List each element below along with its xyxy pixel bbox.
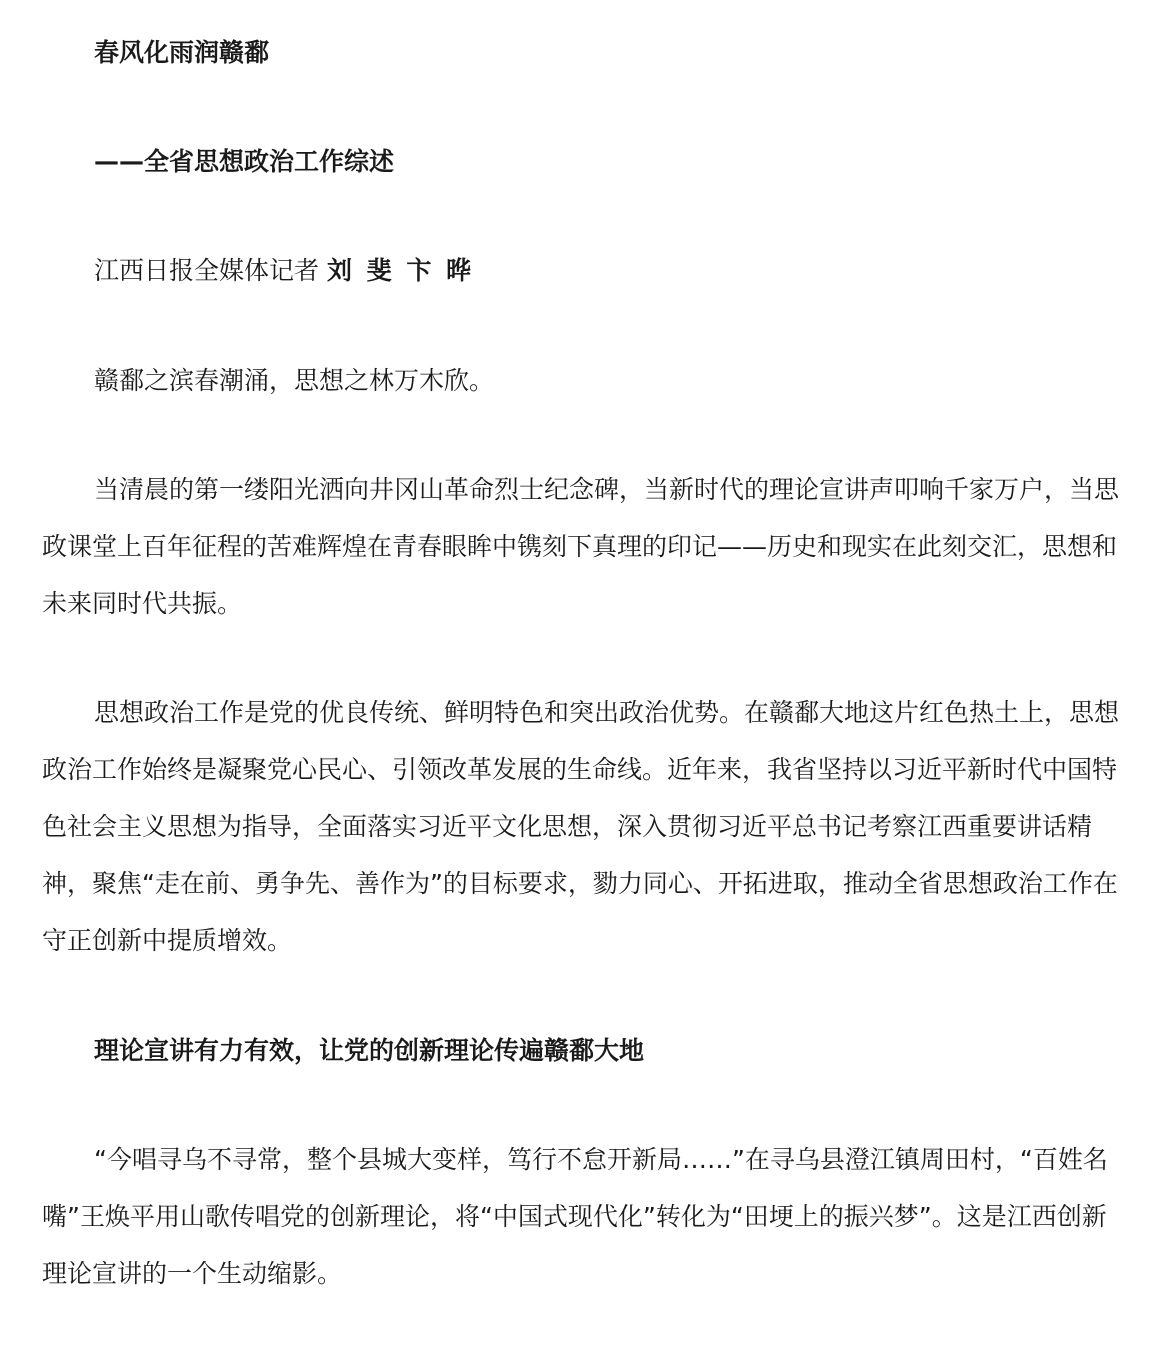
article-subtitle: ——全省思想政治工作综述 xyxy=(94,147,395,176)
byline xyxy=(42,242,1130,299)
body-paragraph-2: 思想政治工作是党的优良传统、鲜明特色和突出政治优势。在赣鄱大地这片红色热土上，思想政治工作始终是凝聚党心民心、引领改革发展的生命线。近年来，我省坚持以习近平新时代中国特色社会主义思想为指导，全面落实习近平文化思想，深入贯彻习近平总书记考察江西重要讲话精神，聚焦“走在前、勇争先、善作为”的目标要求，勠力同心、开拓进取，推动全省思想政治工作在守正创新中提质增效。 xyxy=(42,698,1120,955)
body-paragraph-3: “今唱寻乌不寻常，整个县城大变样，笃行不怠开新局……”在寻乌县澄江镇周田村，“百姓名嘴”王焕平用山歌传唱党的创新理论，将“中国式现代化”转化为“田埂上的振兴梦”。这是江西创新理论宣讲的一个生动缩影。 xyxy=(42,1145,1108,1288)
lead-paragraph: 赣鄱之滨春潮涌，思想之林万木欣。 xyxy=(94,366,495,395)
article-title: 春风化雨润赣鄱 xyxy=(94,38,270,67)
byline-prefix: 江西日报全媒体记者 xyxy=(94,256,320,285)
body-paragraph-1: 当清晨的第一缕阳光洒向井冈山革命烈士纪念碑，当新时代的理论宣讲声叩响千家万户，当思政课堂上百年征程的苦难辉煌在青春眼眸中镌刻下真理的印记——历史和现实在此刻交汇，思想和未来同时代共振。 xyxy=(42,475,1120,618)
section-heading-1: 理论宣讲有力有效，让党的创新理论传遍赣鄱大地 xyxy=(94,1036,645,1065)
byline-authors: 刘 斐 卞 晔 xyxy=(326,256,475,285)
